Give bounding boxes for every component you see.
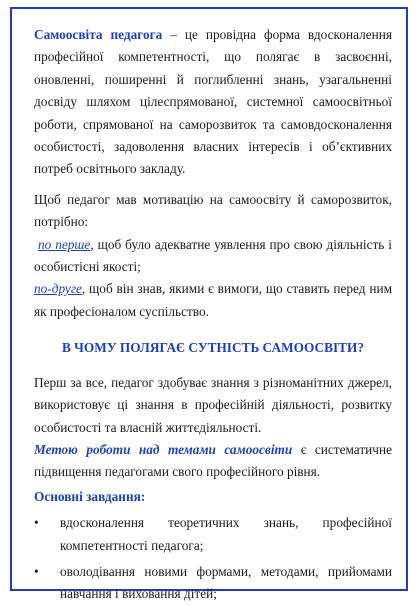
essence-paragraph: Перш за все, педагог здобуває знання з різноманітних джерел, використовує ці знання в професійній діяльності, розвитку особистості та власній життєдіяльності. xyxy=(34,374,392,435)
motivation-lead: Щоб педагог мав мотивацію на самоосвіту й саморозвиток, потрібно: xyxy=(34,191,392,230)
goal-text: є систематичне підвищення педагогами свого професійного рівня. xyxy=(34,441,392,480)
second-marker: по-друге xyxy=(34,281,82,297)
document-body xyxy=(34,24,392,606)
list-item xyxy=(34,561,392,606)
tasks-title: Основні завдання: xyxy=(34,488,146,504)
bullet-icon: • xyxy=(34,563,39,579)
motivation-first xyxy=(34,234,392,279)
goal-paragraph xyxy=(34,439,392,484)
motivation-second xyxy=(34,278,392,323)
intro-term: Самоосвіта педагога xyxy=(34,27,163,42)
first-marker: по перше xyxy=(37,236,91,252)
task-text: оволодівання новими формами, методами, прийомами навчання і виховання дітей; xyxy=(60,563,392,602)
task-text: вдосконалення теоретичних знань, професійної компетентності педагога; xyxy=(60,515,392,553)
list-item xyxy=(34,512,392,557)
intro-text: – це провідна форма вдосконалення професійної компетентності, що полягає в засвоєнні, оновленні, поширенні й поглибленні знань, узагальненні досвіду шляхом цілеспрямованої, системної самоосвітньої роботи, спрямованої на саморозвиток та самовдосконалення особистості, задоволення власних інтересів і об’єктивних потреб освітнього закладу. xyxy=(34,27,392,177)
goal-term: Метою роботи над темами самоосвіти xyxy=(34,441,293,457)
first-text: , щоб було адекватне уявлення про свою діяльність і особистісні якості; xyxy=(34,236,392,275)
intro-paragraph xyxy=(34,24,392,181)
section-heading: В ЧОМУ ПОЛЯГАЄ СУТНІСТЬ САМООСВІТИ? xyxy=(61,340,365,356)
second-text: , щоб він знав, якими є вимоги, що ставить перед ним як професіоналом суспільство. xyxy=(34,281,392,319)
bullet-icon: • xyxy=(34,515,39,531)
tasks-list xyxy=(34,512,392,606)
